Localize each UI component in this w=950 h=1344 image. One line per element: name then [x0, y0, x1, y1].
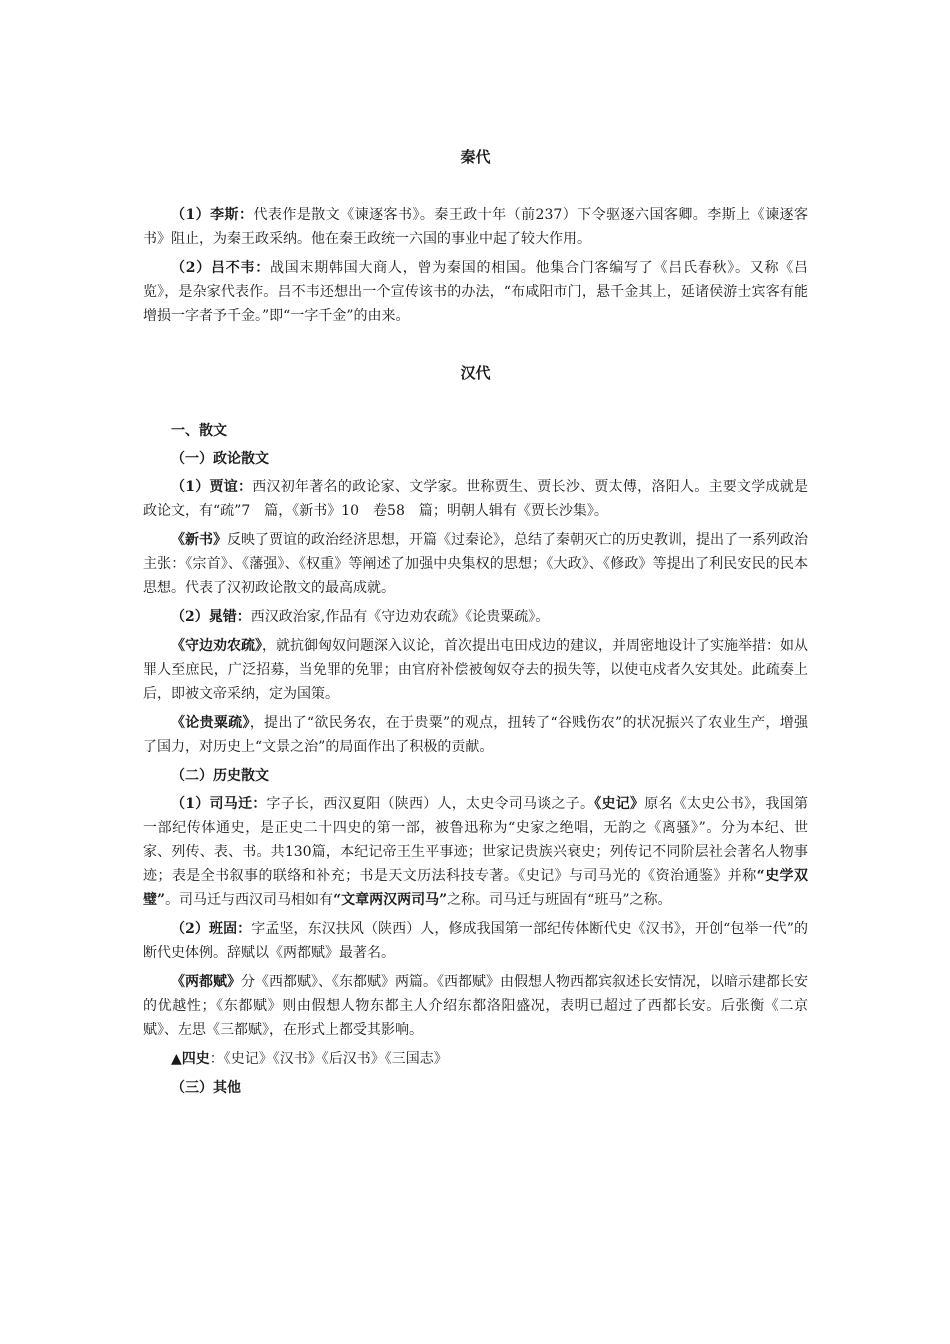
- paragraph-lu-buwei: （2）吕不韦：战国末期韩国大商人，曾为秦国的相国。他集合门客编写了《吕氏春秋》。又称《吕览》，是杂家代表作。吕不韦还想出一个宣传该书的办法，“布咸阳市门，悬千金其上，延诸侯游士宾客有能增损一字者予千金。”即“一字千金”的由来。: [143, 260, 808, 324]
- paragraph-ban-gu: （2）班固：字孟坚，东汉扶风（陕西）人，修成我国第一部纪传体断代史《汉书》，开创“包举一代”的断代史体例。辞赋以《两都赋》最著名。: [143, 921, 809, 961]
- term-shiji: 《史记》: [594, 796, 645, 812]
- term-chao-cuo: （2）晁错：: [171, 609, 251, 625]
- term-guisu: 《论贵粟疏》: [171, 715, 250, 731]
- term-shuangbi: “史学双璧”: [143, 868, 808, 908]
- paragraph-jia-yi: （1）贾谊：西汉初年著名的政论家、文学家。世称贾生、贾长沙、贾太傅，洛阳人。主要文学成就是政论文，有“疏”7 篇，《新书》10 卷58 篇；明朝人辑有《贾长沙集》。: [143, 479, 808, 519]
- paragraph-guisu: 《论贵粟疏》，提出了“欲民务农，在于贵粟”的观点，扭转了“谷贱伤农”的状况振兴了农业生产，增强了国力，对历史上“文景之治”的局面作出了积极的贡献。: [143, 715, 808, 755]
- paragraph-xin-shu: 《新书》反映了贾谊的政治经济思想，开篇《过秦论》，总结了秦朝灭亡的历史教训，提出了一系列政治主张：《宗首》、《藩强》、《权重》等阐述了加强中央集权的思想；《大政》、《修政》等提出了利民安民的民本思想。代表了汉初政论散文的最高成就。: [143, 532, 808, 596]
- term-ban-gu: （2）班固：: [171, 921, 252, 937]
- paragraph-chao-cuo: （2）晁错：西汉政治家,作品有《守边劝农疏》《论贵粟疏》。: [171, 609, 550, 625]
- subsection-others: （三）其他: [171, 1080, 241, 1096]
- section-heading-prose: 一、散文: [171, 423, 227, 439]
- term-li-si: （1）李斯：: [171, 207, 254, 223]
- paragraph-li-si: （1）李斯：代表作是散文《谏逐客书》。秦王政十年（前237）下令驱逐六国客卿。李斯上《谏逐客书》阻止，为秦王政采纳。他在秦王政统一六国的事业中起了较大作用。: [143, 207, 808, 247]
- term-four-histories: ▲四史: [171, 1051, 210, 1067]
- heading-han-dynasty: 汉代: [460, 364, 491, 382]
- paragraph-liangdu-fu: 《两都赋》分《西都赋》、《东都赋》两篇。《西都赋》由假想人物西都宾叙述长安情况，以暗示建都长安的优越性；《东都赋》则由假想人物东都主人介绍东都洛阳盛况，表明已超过了西都长安。后张衡《二京赋》、左思《三都赋》，在形式上都受其影响。: [143, 974, 808, 1038]
- paragraph-four-histories: ▲四史：《史记》《汉书》《后汉书》《三国志》: [171, 1051, 448, 1067]
- paragraph-shoubian: 《守边劝农疏》，就抗御匈奴问题深入议论，首次提出屯田戍边的建议，并周密地设计了实施举措：如从罪人至庶民，广泛招募，当免罪的免罪；由官府补偿被匈奴夺去的损失等，以使屯戍者久安其处。此疏奏上后，即被文帝采纳，定为国策。: [143, 638, 808, 702]
- term-shoubian: 《守边劝农疏》: [171, 638, 262, 654]
- term-wenzhang: “文章两汉两司马”: [333, 892, 448, 908]
- term-jia-yi: （1）贾谊：: [171, 479, 253, 495]
- term-liangdu-fu: 《两都赋》: [171, 974, 241, 990]
- heading-qin-dynasty: 秦代: [460, 148, 491, 166]
- subsection-political-prose: （一）政论散文: [171, 451, 269, 467]
- term-sima-qian: （1）司马迁：: [171, 796, 267, 812]
- subsection-historical-prose: （二）历史散文: [171, 768, 269, 784]
- document-body: [143, 145, 808, 1104]
- paragraph-sima-qian: （1）司马迁：字子长，西汉夏阳（陕西）人，太史令司马谈之子。《史记》原名《太史公书》，我国第一部纪传体通史，是正史二十四史的第一部，被鲁迅称为“史家之绝唱，无韵之《离骚》”。分为本纪、世家、列传、表、书。共130篇，本纪记帝王生平事迹；世家记贵族兴衰史；列传记不同阶层社会著名人物事迹；表是全书叙事的联络和补充；书是天文历法科技专著。《史记》与司马光的《资治通鉴》并称“史学双璧”。司马迁与西汉司马相如有“文章两汉两司马”之称。司马迁与班固有“班马”之称。: [143, 796, 808, 908]
- term-lu-buwei: （2）吕不韦：: [171, 260, 270, 276]
- term-xin-shu: 《新书》: [171, 532, 227, 548]
